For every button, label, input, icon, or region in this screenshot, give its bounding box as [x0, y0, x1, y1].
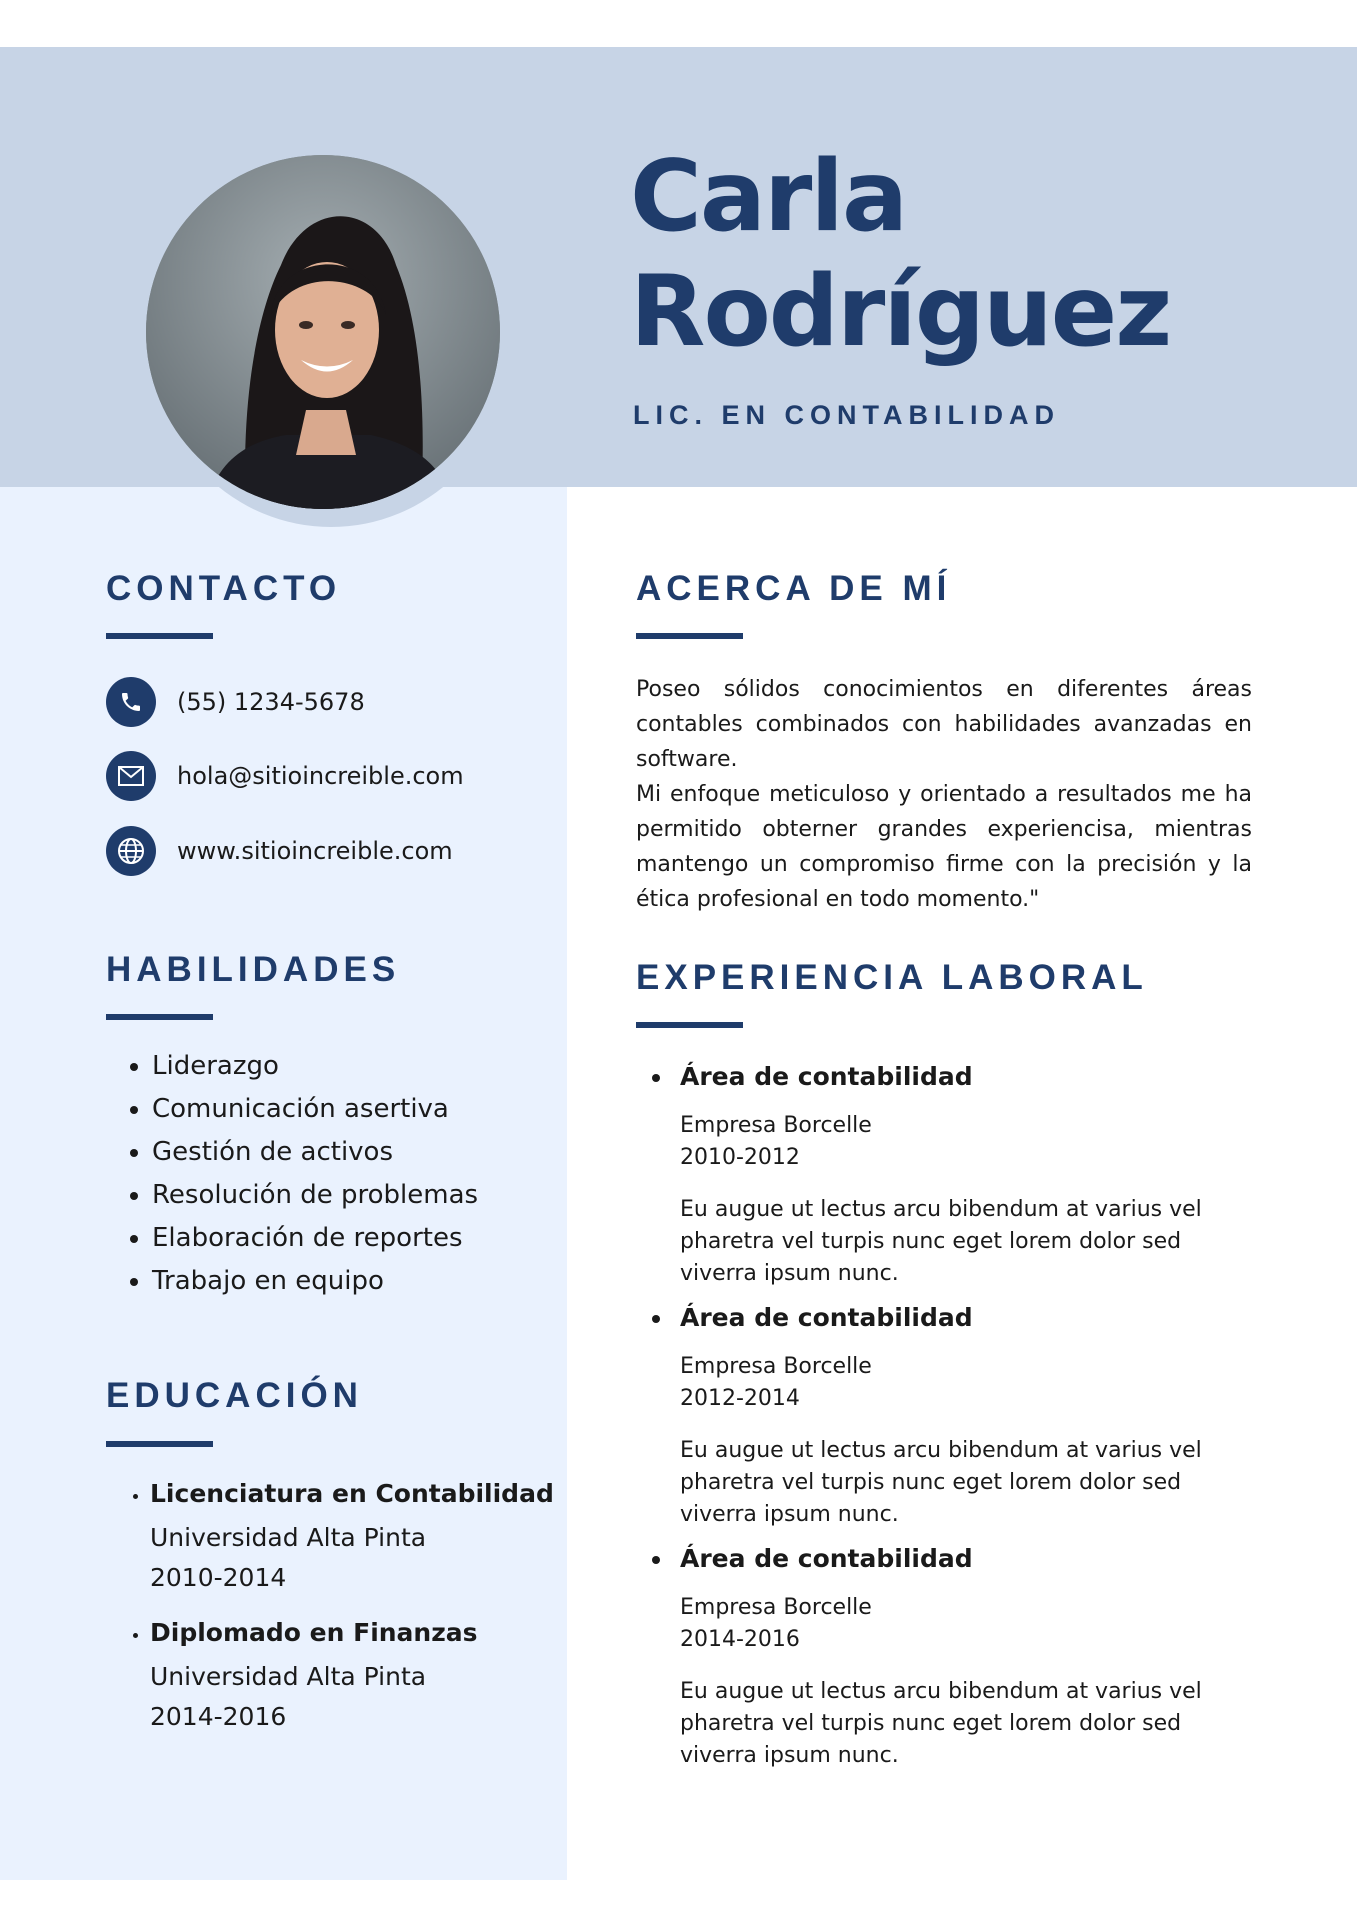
experience-meta	[652, 1110, 1262, 1174]
experience-role: Área de contabilidad	[652, 1542, 1262, 1576]
experience-meta	[652, 1351, 1262, 1415]
education-heading-rule	[106, 1441, 213, 1447]
skills-heading-rule	[106, 1014, 213, 1020]
envelope-icon	[106, 751, 156, 801]
experience-heading: EXPERIENCIA LABORAL	[636, 958, 1148, 997]
education-details	[150, 1518, 554, 1598]
email-address[interactable]: hola@sitioincreible.com	[177, 762, 464, 790]
experience-company: Empresa Borcelle	[680, 1354, 872, 1379]
experience-heading-rule	[636, 1022, 743, 1028]
contact-email	[106, 751, 464, 801]
experience-description: Eu augue ut lectus arcu bibendum at varius vel pharetra vel turpis nunc eget lorem dolor sed viverra ipsum nunc.	[680, 1438, 1202, 1527]
last-name: Rodríguez	[630, 255, 1171, 369]
about-heading-rule	[636, 633, 743, 639]
contact-website	[106, 826, 453, 876]
education-details	[150, 1657, 554, 1737]
contact-phone	[106, 677, 365, 727]
skill-item: • Trabajo en equipo	[152, 1260, 478, 1303]
experience-role: Área de contabilidad	[652, 1301, 1262, 1335]
candidate-name	[630, 140, 1170, 370]
education-item	[150, 1614, 554, 1737]
experience-company: Empresa Borcelle	[680, 1595, 872, 1620]
experience-company: Empresa Borcelle	[680, 1113, 872, 1138]
profile-photo-illustration	[146, 155, 500, 509]
experience-years: 2010-2012	[680, 1145, 800, 1170]
experience-description: Eu augue ut lectus arcu bibendum at varius vel pharetra vel turpis nunc eget lorem dolor sed viverra ipsum nunc.	[680, 1679, 1202, 1768]
skill-item: • Elaboración de reportes	[152, 1217, 478, 1260]
contact-heading: CONTACTO	[106, 569, 342, 608]
experience-description: Eu augue ut lectus arcu bibendum at varius vel pharetra vel turpis nunc eget lorem dolor sed viverra ipsum nunc.	[680, 1197, 1202, 1286]
contact-heading-rule	[106, 633, 213, 639]
about-paragraph-2: Mi enfoque meticuloso y orientado a resultados me ha permitido obterner grandes experiencisa, mientras mantengo un compromiso firme con la precisión y la ética profesional en todo momento."	[636, 782, 1252, 912]
education-years: 2010-2014	[150, 1563, 287, 1592]
education-heading: EDUCACIÓN	[106, 1376, 363, 1415]
phone-number[interactable]: (55) 1234-5678	[177, 688, 365, 716]
experience-meta	[652, 1592, 1262, 1656]
education-degree: • Licenciatura en Contabilidad	[150, 1479, 554, 1508]
skills-heading: HABILIDADES	[106, 950, 401, 989]
experience-item	[652, 1542, 1262, 1772]
globe-icon	[106, 826, 156, 876]
education-school: Universidad Alta Pinta	[150, 1523, 427, 1552]
skill-item: • Gestión de activos	[152, 1131, 478, 1174]
experience-item	[652, 1060, 1262, 1290]
experience-years: 2012-2014	[680, 1386, 800, 1411]
about-text	[636, 672, 1252, 917]
education-years: 2014-2016	[150, 1702, 287, 1731]
skill-item: • Liderazgo	[152, 1045, 478, 1088]
phone-icon	[106, 677, 156, 727]
about-heading: ACERCA DE MÍ	[636, 569, 952, 608]
education-school: Universidad Alta Pinta	[150, 1662, 427, 1691]
education-list	[120, 1475, 554, 1753]
job-title: LIC. EN CONTABILIDAD	[633, 400, 1060, 430]
experience-years: 2014-2016	[680, 1627, 800, 1652]
experience-role: Área de contabilidad	[652, 1060, 1262, 1094]
education-degree: • Diplomado en Finanzas	[150, 1618, 478, 1647]
first-name: Carla	[630, 140, 907, 254]
education-item	[150, 1475, 554, 1598]
skill-item: • Resolución de problemas	[152, 1174, 478, 1217]
skill-item: • Comunicación asertiva	[152, 1088, 478, 1131]
website-url[interactable]: www.sitioincreible.com	[177, 837, 453, 865]
profile-photo	[146, 155, 500, 509]
experience-item	[652, 1301, 1262, 1531]
about-paragraph-1: Poseo sólidos conocimientos en diferentes áreas contables combinados con habilidades avanzadas en software.	[636, 677, 1252, 772]
skills-list	[122, 1045, 478, 1303]
